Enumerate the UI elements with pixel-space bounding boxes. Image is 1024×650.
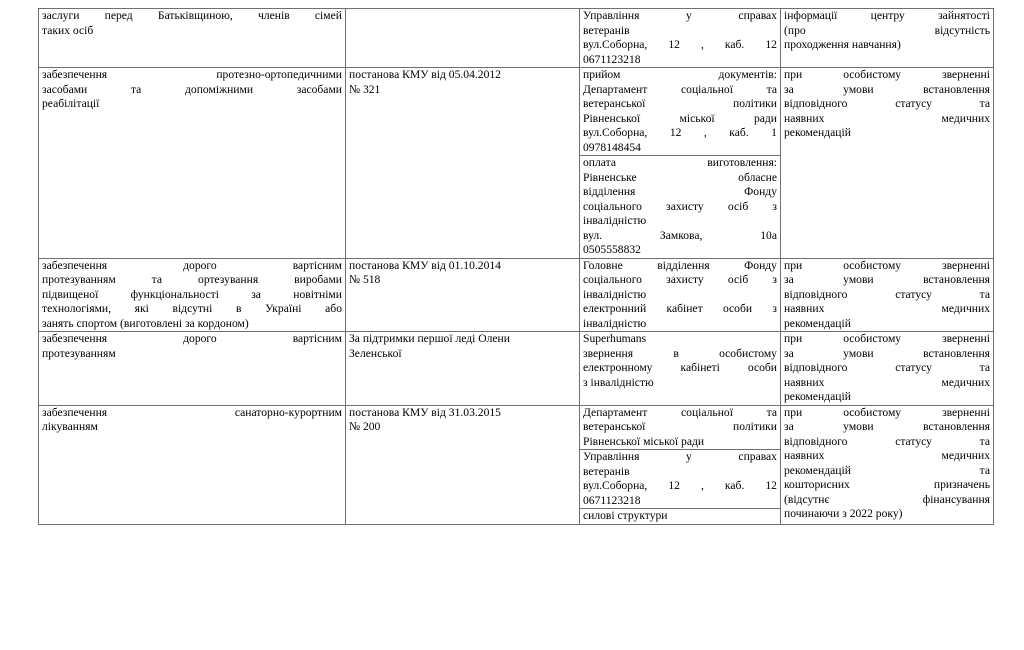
provider-line: 0671123218 [583, 493, 641, 507]
conditions-line: рекомендацій [784, 316, 851, 330]
provider-line: вул.Соборна, 12 , каб. 12 [583, 479, 777, 492]
provider-cell [580, 9, 781, 68]
legal-basis-line: постанова КМУ від 01.10.2014 [349, 258, 501, 272]
legal-basis-line: За підтримки першої леді Олени [349, 332, 510, 345]
provider-line: вул.Соборна, 12 , каб. 1 [583, 126, 777, 139]
conditions-line: проходження навчання) [784, 38, 901, 51]
conditions-cell [781, 405, 994, 524]
service-line: підвищеної функціональності за новітніми [42, 287, 342, 301]
conditions-line: при особистому зверненні [784, 68, 990, 81]
conditions-line: рекомендацій [784, 390, 851, 403]
service-line: лікуванням [42, 420, 98, 433]
service-cell [39, 332, 346, 406]
provider-block [580, 406, 780, 450]
provider-line: соціального захисту осіб з [583, 273, 777, 286]
legal-basis-line: постанова КМУ від 05.04.2012 [349, 68, 501, 81]
service-line: протезуванням та ортезування виробами [42, 273, 342, 286]
conditions-line: наявних медичних [784, 302, 990, 315]
provider-line: 0505558832 [583, 243, 641, 256]
provider-line: Superhumans [583, 332, 647, 345]
provider-cell [580, 68, 781, 259]
table-row [39, 68, 994, 259]
conditions-cell [781, 332, 994, 406]
conditions-line: за умови встановлення [784, 346, 990, 360]
provider-cell [580, 405, 781, 524]
provider-line: інвалідністю [583, 316, 647, 330]
provider-block [580, 155, 780, 258]
provider-line: 0978148454 [583, 140, 641, 154]
legal-basis-line: № 200 [349, 420, 381, 433]
provider-block [580, 332, 780, 390]
table-row [39, 9, 994, 68]
conditions-line: відповідного статусу та [784, 97, 990, 110]
conditions-line: рекомендацій та [784, 463, 990, 477]
service-line: заслуги перед Батьківщиною, членів сімей [42, 9, 342, 22]
conditions-line: (про відсутність [784, 23, 990, 37]
legal-basis-line: Зеленської [349, 346, 402, 360]
service-line: таких осіб [42, 23, 94, 37]
conditions-cell [781, 9, 994, 68]
provider-line: Рівненське обласне [583, 170, 777, 184]
conditions-line: відповідного статусу та [784, 361, 990, 374]
provider-block [580, 9, 780, 67]
legal-basis-line: постанова КМУ від 31.03.2015 [349, 405, 501, 419]
provider-line: ветеранів [583, 23, 630, 37]
provider-line: Департамент соціальної та [583, 405, 777, 419]
provider-line: інвалідністю [583, 214, 647, 227]
service-line: технологіями, які відсутні в Україні або [42, 302, 342, 315]
service-line: забезпечення санаторно-курортним [42, 405, 342, 419]
legal-basis-cell [346, 258, 580, 332]
provider-line: Рівненської міської ради [583, 434, 705, 448]
provider-line: відділення Фонду [583, 185, 777, 198]
provider-line: вул.Соборна, 12 , каб. 12 [583, 38, 777, 51]
conditions-line: наявних медичних [784, 375, 990, 389]
service-cell [39, 68, 346, 259]
provider-cell [580, 332, 781, 406]
provider-line: Управління у справах [583, 450, 777, 463]
service-line: забезпечення дорого вартісним [42, 332, 342, 345]
service-line: забезпечення протезно-ортопедичними [42, 68, 342, 81]
conditions-line: за умови встановлення [784, 420, 990, 433]
provider-line: силові структури [583, 509, 668, 522]
provider-line: ветеранів [583, 464, 630, 478]
service-cell [39, 405, 346, 524]
provider-line: Головне відділення Фонду [583, 258, 777, 272]
provider-line: Рівненської міської ради [583, 111, 777, 125]
conditions-cell [781, 258, 994, 332]
document-page [38, 8, 993, 525]
provider-block [580, 449, 780, 508]
conditions-line: при особистому зверненні [784, 405, 990, 419]
legal-basis-cell [346, 9, 580, 68]
provider-cell [580, 258, 781, 332]
provider-block [580, 68, 780, 155]
legal-basis-cell [346, 68, 580, 259]
conditions-line: при особистому зверненні [784, 258, 990, 272]
conditions-line: наявних медичних [784, 111, 990, 125]
service-line: забезпечення дорого вартісним [42, 258, 342, 272]
provider-line: звернення в особистому [583, 346, 777, 360]
conditions-line: починаючи з 2022 року) [784, 507, 903, 520]
provider-block [580, 508, 780, 524]
conditions-line: (відсутнє фінансування [784, 492, 990, 506]
provider-line: інвалідністю [583, 287, 647, 301]
provider-line: 0671123218 [583, 52, 641, 66]
conditions-line: за умови встановлення [784, 82, 990, 96]
conditions-line: при особистому зверненні [784, 332, 990, 345]
provider-block [580, 259, 780, 332]
legal-basis-line: № 321 [349, 82, 381, 96]
conditions-line: інформації центру зайнятості [784, 9, 990, 22]
provider-line: ветеранської політики [583, 97, 777, 110]
table-row [39, 258, 994, 332]
provider-line: Управління у справах [583, 9, 777, 22]
provider-line: електронному кабінеті особи [583, 361, 777, 374]
conditions-cell [781, 68, 994, 259]
table-body [39, 9, 994, 525]
service-line: занять спортом (виготовлені за кордоном) [42, 316, 249, 330]
provider-line: ветеранської політики [583, 420, 777, 433]
provider-line: електронний кабінет особи з [583, 302, 777, 315]
conditions-line: відповідного статусу та [784, 287, 990, 301]
conditions-line: за умови встановлення [784, 273, 990, 286]
provider-line: прийом документів: [583, 68, 777, 81]
benefits-table [38, 8, 994, 525]
provider-line: соціального захисту осіб з [583, 199, 777, 213]
conditions-line: кошторисних призначень [784, 478, 990, 491]
legal-basis-cell [346, 332, 580, 406]
conditions-line: відповідного статусу та [784, 434, 990, 448]
provider-line: вул. Замкова, 10а [583, 228, 777, 242]
service-line: протезуванням [42, 346, 116, 360]
legal-basis-line: № 518 [349, 273, 381, 286]
service-line: засобами та допоміжними засобами [42, 82, 342, 96]
provider-line: з інвалідністю [583, 375, 654, 389]
conditions-line: наявних медичних [784, 449, 990, 462]
conditions-line: рекомендацій [784, 126, 851, 139]
service-cell [39, 9, 346, 68]
table-row [39, 332, 994, 406]
provider-line: Департамент соціальної та [583, 82, 777, 96]
table-row [39, 405, 994, 524]
provider-line: оплата виготовлення: [583, 156, 777, 169]
service-line: реабілітації [42, 97, 100, 110]
service-cell [39, 258, 346, 332]
legal-basis-cell [346, 405, 580, 524]
